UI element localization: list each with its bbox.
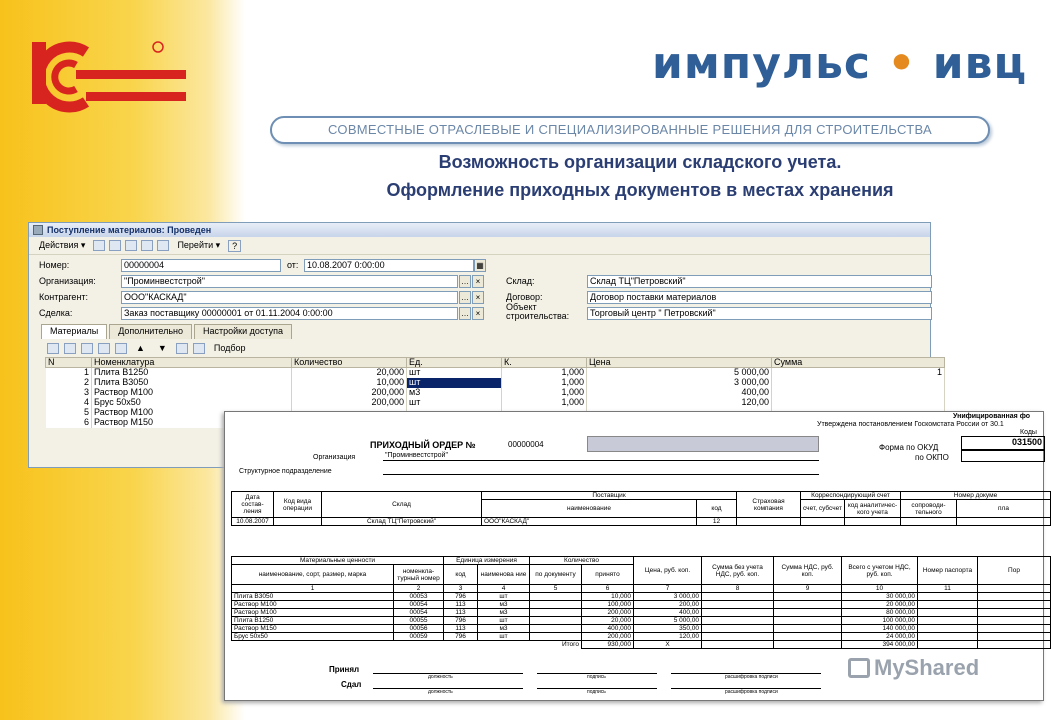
- slide-heading-line1: Возможность организации складского учета.: [438, 152, 842, 172]
- from-label: от:: [287, 260, 299, 270]
- accepted-label: Принял: [329, 665, 360, 674]
- sig-caption: расшифровка подписи: [725, 674, 778, 680]
- form-number: 00000004: [508, 440, 544, 449]
- table-row[interactable]: 5 Раствор М100: [46, 408, 945, 418]
- post-icon[interactable]: [141, 240, 153, 251]
- col-k[interactable]: К.: [502, 358, 587, 368]
- sig-caption: должность: [428, 689, 453, 695]
- window-title: Поступление материалов: Проведен: [47, 225, 212, 235]
- deal-label: Сделка:: [39, 308, 73, 318]
- table-row: Раствор М100 00054 113 м3 100,000 200,00 20 000,00: [232, 601, 1051, 609]
- tab-strip: [41, 324, 294, 339]
- items-table: Материальные ценности Единица измерения Количество Цена, руб. коп. Сумма без учета НДС, руб. коп. Сумма НДС, руб. коп. Всего с учетом НДС, руб. коп. Номер паспорта Пор наименование, сорт, размер, марка номенкла-турный номер код наименова ние по документу принято 1 2 3 4 5 6 7 8 9 10 11 Плита В3050 00053 796 шт 10,000 3 000,00 30 000,00 Раствор М100 00054 113 м3 100,000 200,00 20 000,00 Раствор М100 00054 113 м3 200,000 400,00 80 000,00 Плита В1250 00055 796 шт 20,000 5 000,00 100 000,00 Раствор М150 00056 113 м3 400,000 350,00 140 000,00 Брус 50х50 00059 796 шт 200,000 120,00 24 000,00 Итого 930,000 Х 394 000,00: [231, 556, 1051, 649]
- window-titlebar: [29, 223, 930, 237]
- division-label: Структурное подразделение: [239, 468, 332, 475]
- move-down-icon[interactable]: ▼: [157, 343, 167, 353]
- sig-caption: подпись: [587, 674, 606, 680]
- sig-caption: расшифровка подписи: [725, 689, 778, 695]
- form-title: ПРИХОДНЫЙ ОРДЕР №: [370, 440, 476, 450]
- finish-edit-icon[interactable]: [115, 343, 127, 354]
- warehouse-field[interactable]: Склад ТЦ"Петровский": [587, 275, 932, 288]
- edit-row-icon[interactable]: [81, 343, 93, 354]
- goto-menu[interactable]: Перейти ▾: [177, 240, 221, 250]
- counterparty-clear-button[interactable]: ×: [472, 291, 484, 304]
- table-row: Плита В1250 00055 796 шт 20,000 5 000,00 100 000,00: [232, 617, 1051, 625]
- object-field[interactable]: Торговый центр " Петровский": [587, 307, 932, 320]
- org-select-button[interactable]: …: [461, 277, 469, 286]
- highlight-box: [587, 436, 819, 452]
- number-field[interactable]: 00000004: [121, 259, 281, 272]
- deal-field[interactable]: Заказ поставщику 00000001 от 01.11.2004 0:00:00: [121, 307, 458, 320]
- calendar-icon[interactable]: ▦: [474, 259, 486, 272]
- col-sum[interactable]: Сумма: [772, 358, 945, 368]
- tab-access-settings[interactable]: Настройки доступа: [194, 324, 292, 339]
- 1c-logo: [26, 32, 196, 112]
- select-button[interactable]: Подбор: [213, 343, 246, 353]
- help-button[interactable]: ?: [228, 240, 241, 252]
- copy-row-icon[interactable]: [64, 343, 76, 354]
- col-unit[interactable]: Ед.: [407, 358, 502, 368]
- counterparty-select-button[interactable]: …: [461, 293, 469, 302]
- tagline-ribbon: СОВМЕСТНЫЕ ОТРАСЛЕВЫЕ И СПЕЦИАЛИЗИРОВАННЫЕ РЕШЕНИЯ ДЛЯ СТРОИТЕЛЬСТВА: [270, 116, 990, 144]
- table-row[interactable]: 6 Раствор М150: [46, 418, 945, 428]
- org-label: Организация:: [39, 276, 96, 286]
- copy-icon[interactable]: [109, 240, 121, 251]
- organization-field[interactable]: "Проминвестстрой": [121, 275, 458, 288]
- total-row: Итого 930,000 Х 394 000,00: [232, 641, 1051, 649]
- tab-materials[interactable]: Материалы: [41, 324, 107, 339]
- unified-form-note: Унифицированная фо: [953, 413, 1030, 420]
- counterparty-label: Контрагент:: [39, 292, 89, 302]
- codes-header: Коды: [1020, 429, 1037, 436]
- date-field[interactable]: 10.08.2007 0:00:00: [304, 259, 474, 272]
- table-row[interactable]: 1 Плита В1250 20,000 шт 1,000 5 000,00 1: [46, 368, 945, 378]
- edit-icon[interactable]: [125, 240, 137, 251]
- tab-additional[interactable]: Дополнительно: [109, 324, 192, 339]
- sig-caption: должность: [428, 674, 453, 680]
- contract-field[interactable]: Договор поставки материалов: [587, 291, 932, 304]
- watermark-icon: [848, 658, 870, 678]
- back-icon[interactable]: [93, 240, 105, 251]
- okpo-label: по ОКПО: [915, 453, 949, 462]
- table-row[interactable]: 3 Раствор М100 200,000 м3 1,000 400,00: [46, 388, 945, 398]
- org-clear-button[interactable]: ×: [472, 275, 484, 288]
- warehouse-label: Склад:: [506, 276, 535, 286]
- add-row-icon[interactable]: [47, 343, 59, 354]
- org-underline: [383, 460, 819, 461]
- table-row[interactable]: 4 Брус 50х50 200,000 шт 1,000 120,00: [46, 398, 945, 408]
- approval-note: Утверждена постановлением Госкомстата России от 30.1: [817, 421, 1004, 428]
- counterparty-field[interactable]: ООО"КАСКАД": [121, 291, 458, 304]
- col-price[interactable]: Цена: [587, 358, 772, 368]
- table-row: Плита В3050 00053 796 шт 10,000 3 000,00 30 000,00: [232, 593, 1051, 601]
- handed-label: Сдал: [341, 680, 362, 689]
- col-nomenclature[interactable]: Номенклатура: [92, 358, 292, 368]
- actions-menu[interactable]: Действия ▾: [39, 240, 86, 250]
- object-label: Объект строительства:: [506, 302, 570, 321]
- company-logo: импульс • ивц: [652, 38, 1028, 89]
- table-toolbar: [47, 341, 250, 355]
- number-label: Номер:: [39, 260, 70, 270]
- table-row: Раствор М150 00056 113 м3 400,000 350,00 140 000,00: [232, 625, 1051, 633]
- slide-heading-line2: Оформление приходных документов в местах хранения: [386, 180, 894, 200]
- main-toolbar: [29, 237, 930, 255]
- sig-caption: подпись: [587, 689, 606, 695]
- delete-row-icon[interactable]: [98, 343, 110, 354]
- col-quantity[interactable]: Количество: [292, 358, 407, 368]
- deal-select-button[interactable]: …: [461, 309, 469, 318]
- org-label: Организация: [313, 454, 356, 461]
- org-value: "Проминвестстрой": [385, 452, 448, 459]
- window-icon: [33, 225, 43, 235]
- okud-code: 031500: [961, 436, 1045, 450]
- table-row: Брус 50х50 00059 796 шт 200,000 120,00 24 000,00: [232, 633, 1051, 641]
- table-row: Раствор М100 00054 113 м3 200,000 400,00 80 000,00: [232, 609, 1051, 617]
- division-underline: [383, 474, 819, 475]
- deal-clear-button[interactable]: ×: [472, 307, 484, 320]
- okud-label: Форма по ОКУД: [879, 443, 939, 452]
- print-icon[interactable]: [157, 240, 169, 251]
- header-table: Дата состав-ления Код вида операции Склад Поставщик Страховая компания Корреспондирующий счет Номер докуме наименование код счет, субсчет код аналитичес-кого учета сопроводи-тельного пла 10.08.2007 Склад ТЦ"Петровский" ООО"КАСКАД" 12: [231, 491, 1051, 526]
- sort-asc-icon[interactable]: [176, 343, 188, 354]
- okpo-code: [961, 450, 1045, 462]
- col-n[interactable]: N: [46, 358, 92, 368]
- contract-label: Договор:: [506, 292, 543, 302]
- move-up-icon[interactable]: ▲: [136, 343, 145, 353]
- watermark: MyShared: [848, 655, 979, 681]
- sort-desc-icon[interactable]: [193, 343, 205, 354]
- table-row[interactable]: 2 Плита В3050 10,000 шт 1,000 3 000,00: [46, 378, 945, 388]
